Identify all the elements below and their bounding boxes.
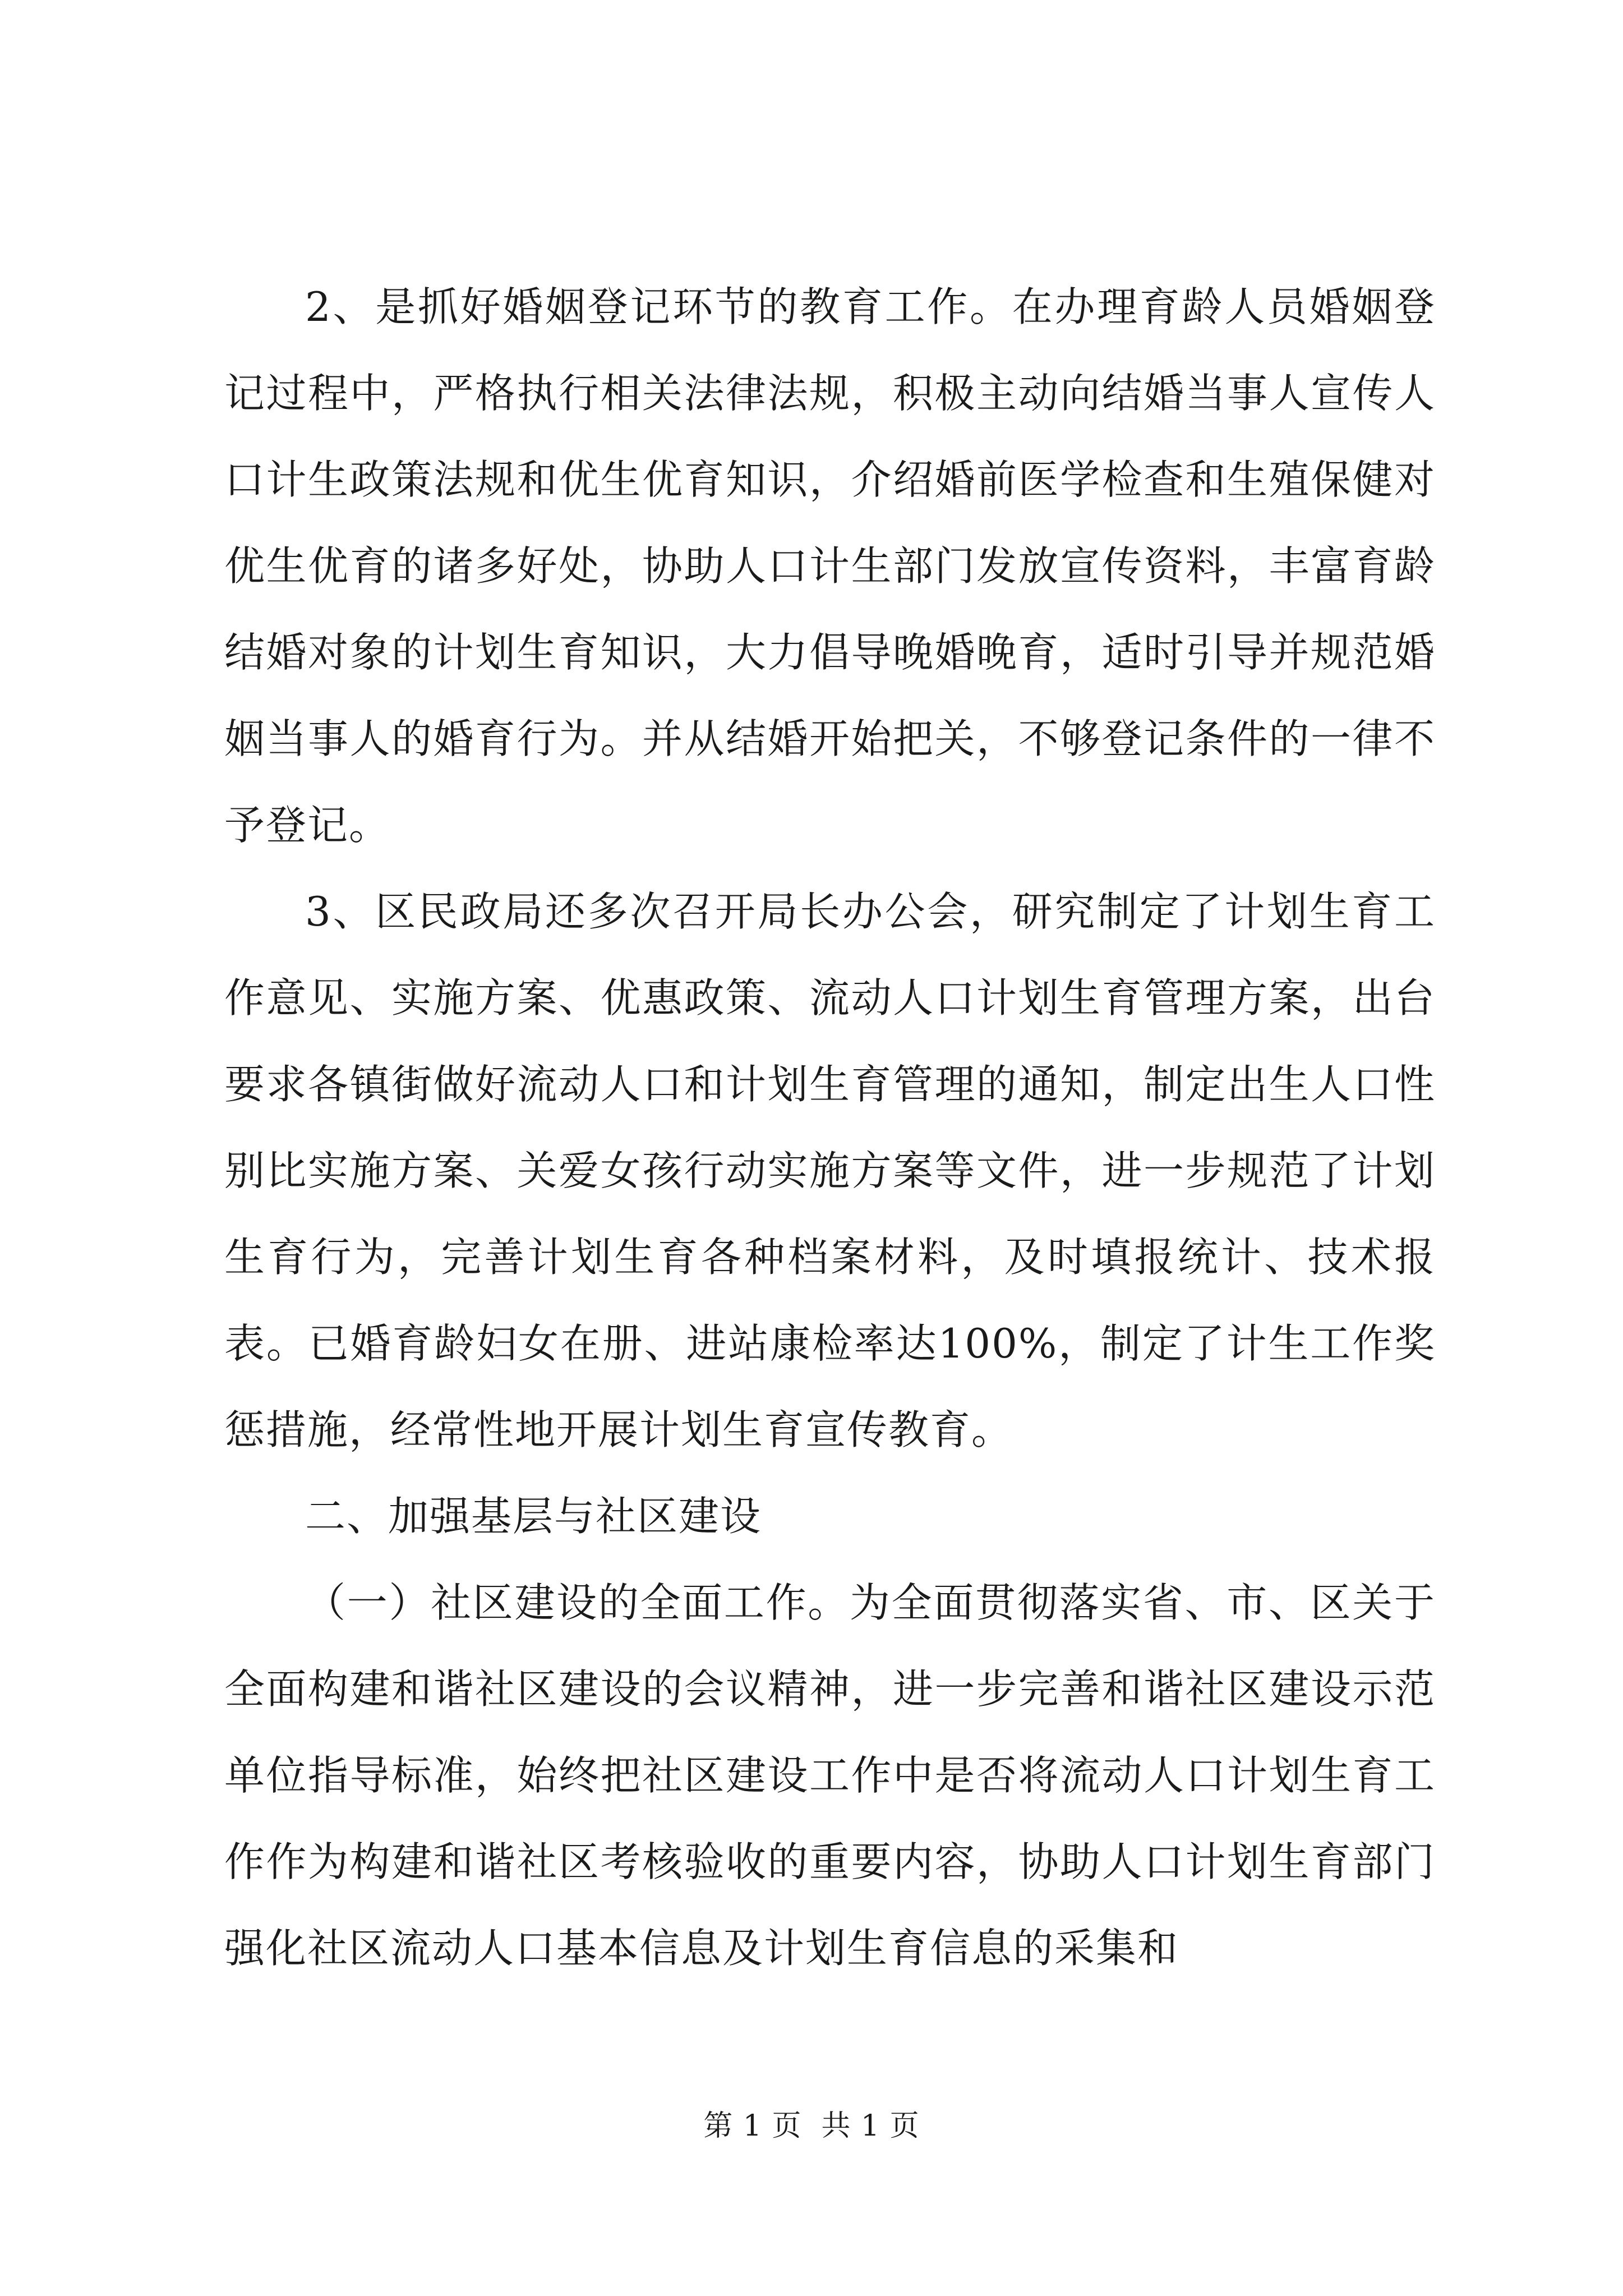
document-body — [224, 264, 1436, 1991]
paragraph-community-building: （一）社区建设的全面工作。为全面贯彻落实省、市、区关于全面构建和谐社区建设的会议精神，进一步完善和谐社区建设示范单位指导标准，始终把社区建设工作中是否将流动人口计划生育工作作为构建和谐社区考核验收的重要内容，协助人口计划生育部门强化社区流动人口基本信息及计划生育信息的采集和 — [224, 1579, 1436, 1972]
section-heading: 二、加强基层与社区建设 — [305, 1493, 762, 1540]
paragraph-marriage-registration: 2、是抓好婚姻登记环节的教育工作。在办理育龄人员婚姻登记过程中，严格执行相关法律法规，积极主动向结婚当事人宣传人口计生政策法规和优生优育知识，介绍婚前医学检查和生殖保健对优生优育的诸多好处，协助人口计生部门发放宣传资料，丰富育龄结婚对象的计划生育知识，大力倡导晚婚晚育，适时引导并规范婚姻当事人的婚育行为。并从结婚开始把关，不够登记条件的一律不予登记。 — [224, 283, 1436, 849]
paragraph-civil-affairs-bureau: 3、区民政局还多次召开局长办公会，研究制定了计划生育工作意见、实施方案、优惠政策、流动人口计划生育管理方案，出台要求各镇街做好流动人口和计划生育管理的通知，制定出生人口性别比实施方案、关爱女孩行动实施方案等文件，进一步规范了计划生育行为，完善计划生育各种档案材料，及时填报统计、技术报表。已婚育龄妇女在册、进站康检率达100%，制定了计生工作奖惩措施，经常性地开展计划生育宣传教育。 — [224, 888, 1436, 1453]
page-footer: 第 1 页 共 1 页 — [703, 2109, 920, 2143]
